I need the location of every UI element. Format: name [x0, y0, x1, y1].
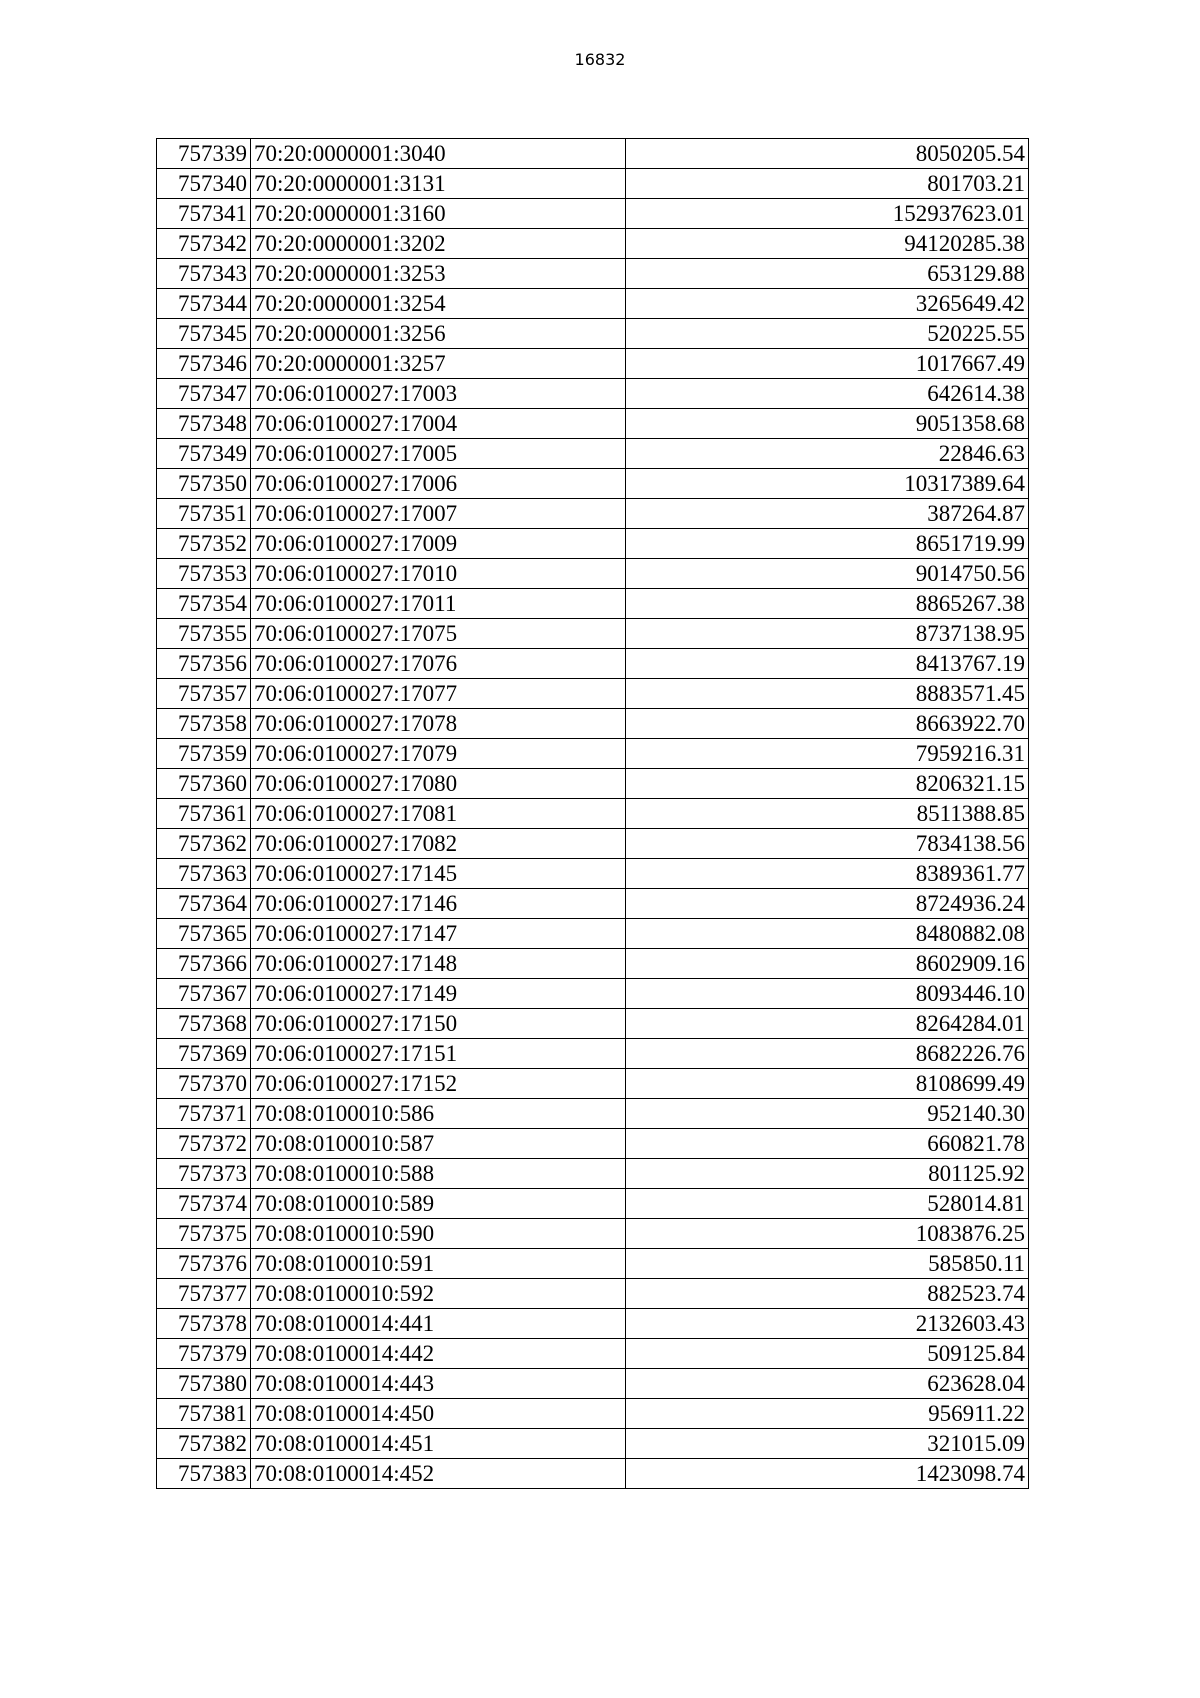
cadastral-number-cell: 70:06:0100027:17145 [251, 859, 626, 889]
cadastral-value-cell: 2132603.43 [626, 1309, 1029, 1339]
cadastral-value-cell: 653129.88 [626, 259, 1029, 289]
row-number-cell: 757339 [157, 139, 251, 169]
table-row [157, 1129, 1029, 1159]
cadastral-value-cell: 10317389.64 [626, 469, 1029, 499]
cadastral-value-cell: 7834138.56 [626, 829, 1029, 859]
row-number-cell: 757352 [157, 529, 251, 559]
row-number-cell: 757374 [157, 1189, 251, 1219]
cadastral-value-cell: 94120285.38 [626, 229, 1029, 259]
cadastral-number-cell: 70:06:0100027:17003 [251, 379, 626, 409]
row-number-cell: 757355 [157, 619, 251, 649]
cadastral-number-cell: 70:06:0100027:17152 [251, 1069, 626, 1099]
table-row [157, 469, 1029, 499]
row-number-cell: 757382 [157, 1429, 251, 1459]
cadastral-number-cell: 70:08:0100010:586 [251, 1099, 626, 1129]
cadastral-value-cell: 801703.21 [626, 169, 1029, 199]
table-row [157, 949, 1029, 979]
table-row [157, 1249, 1029, 1279]
cadastral-value-cell: 585850.11 [626, 1249, 1029, 1279]
table-row [157, 1399, 1029, 1429]
table-row [157, 229, 1029, 259]
cadastral-value-cell: 8651719.99 [626, 529, 1029, 559]
table-row [157, 1459, 1029, 1489]
cadastral-value-cell: 8413767.19 [626, 649, 1029, 679]
cadastral-number-cell: 70:08:0100014:442 [251, 1339, 626, 1369]
row-number-cell: 757383 [157, 1459, 251, 1489]
cadastral-value-cell: 22846.63 [626, 439, 1029, 469]
page-number: 16832 [574, 50, 626, 69]
cadastral-value-cell: 9051358.68 [626, 409, 1029, 439]
cadastral-value-cell: 152937623.01 [626, 199, 1029, 229]
table-row [157, 889, 1029, 919]
row-number-cell: 757365 [157, 919, 251, 949]
table-row [157, 319, 1029, 349]
table-body [157, 139, 1029, 1489]
table-row [157, 1279, 1029, 1309]
cadastral-number-cell: 70:06:0100027:17004 [251, 409, 626, 439]
table-row [157, 1189, 1029, 1219]
table-row [157, 649, 1029, 679]
table-row [157, 1159, 1029, 1189]
cadastral-number-cell: 70:20:0000001:3040 [251, 139, 626, 169]
cadastral-number-cell: 70:06:0100027:17081 [251, 799, 626, 829]
row-number-cell: 757343 [157, 259, 251, 289]
cadastral-value-cell: 956911.22 [626, 1399, 1029, 1429]
cadastral-number-cell: 70:06:0100027:17010 [251, 559, 626, 589]
cadastral-number-cell: 70:08:0100010:590 [251, 1219, 626, 1249]
cadastral-number-cell: 70:20:0000001:3160 [251, 199, 626, 229]
row-number-cell: 757342 [157, 229, 251, 259]
cadastral-number-cell: 70:06:0100027:17151 [251, 1039, 626, 1069]
row-number-cell: 757358 [157, 709, 251, 739]
cadastral-number-cell: 70:08:0100014:443 [251, 1369, 626, 1399]
cadastral-number-cell: 70:06:0100027:17011 [251, 589, 626, 619]
cadastral-value-cell: 8093446.10 [626, 979, 1029, 1009]
cadastral-value-cell: 1423098.74 [626, 1459, 1029, 1489]
table-row [157, 259, 1029, 289]
cadastral-value-cell: 8511388.85 [626, 799, 1029, 829]
row-number-cell: 757350 [157, 469, 251, 499]
row-number-cell: 757359 [157, 739, 251, 769]
row-number-cell: 757354 [157, 589, 251, 619]
table-row [157, 679, 1029, 709]
table-row [157, 799, 1029, 829]
cadastral-number-cell: 70:08:0100010:592 [251, 1279, 626, 1309]
row-number-cell: 757372 [157, 1129, 251, 1159]
row-number-cell: 757364 [157, 889, 251, 919]
row-number-cell: 757362 [157, 829, 251, 859]
cadastral-value-cell: 509125.84 [626, 1339, 1029, 1369]
cadastral-number-cell: 70:20:0000001:3257 [251, 349, 626, 379]
row-number-cell: 757363 [157, 859, 251, 889]
row-number-cell: 757348 [157, 409, 251, 439]
table-row [157, 919, 1029, 949]
row-number-cell: 757369 [157, 1039, 251, 1069]
cadastral-value-cell: 9014750.56 [626, 559, 1029, 589]
cadastral-value-cell: 8663922.70 [626, 709, 1029, 739]
cadastral-number-cell: 70:08:0100010:587 [251, 1129, 626, 1159]
cadastral-value-cell: 660821.78 [626, 1129, 1029, 1159]
table-row [157, 1009, 1029, 1039]
table-row [157, 769, 1029, 799]
row-number-cell: 757356 [157, 649, 251, 679]
table-row [157, 739, 1029, 769]
cadastral-number-cell: 70:08:0100014:450 [251, 1399, 626, 1429]
cadastral-number-cell: 70:06:0100027:17007 [251, 499, 626, 529]
table-row [157, 499, 1029, 529]
cadastral-number-cell: 70:06:0100027:17006 [251, 469, 626, 499]
row-number-cell: 757340 [157, 169, 251, 199]
row-number-cell: 757368 [157, 1009, 251, 1039]
cadastral-number-cell: 70:20:0000001:3202 [251, 229, 626, 259]
cadastral-number-cell: 70:20:0000001:3254 [251, 289, 626, 319]
table-row [157, 589, 1029, 619]
cadastral-value-cell: 801125.92 [626, 1159, 1029, 1189]
table-row [157, 439, 1029, 469]
cadastral-value-cell: 8480882.08 [626, 919, 1029, 949]
cadastral-number-cell: 70:08:0100010:591 [251, 1249, 626, 1279]
table-row [157, 1219, 1029, 1249]
cadastral-number-cell: 70:06:0100027:17005 [251, 439, 626, 469]
row-number-cell: 757345 [157, 319, 251, 349]
table-row [157, 349, 1029, 379]
table-row [157, 289, 1029, 319]
row-number-cell: 757371 [157, 1099, 251, 1129]
cadastral-number-cell: 70:08:0100014:451 [251, 1429, 626, 1459]
cadastral-number-cell: 70:06:0100027:17150 [251, 1009, 626, 1039]
cadastral-value-cell: 3265649.42 [626, 289, 1029, 319]
row-number-cell: 757349 [157, 439, 251, 469]
table-row [157, 709, 1029, 739]
cadastral-value-cell: 387264.87 [626, 499, 1029, 529]
row-number-cell: 757346 [157, 349, 251, 379]
cadastral-number-cell: 70:06:0100027:17009 [251, 529, 626, 559]
cadastral-number-cell: 70:06:0100027:17148 [251, 949, 626, 979]
cadastral-value-cell: 8865267.38 [626, 589, 1029, 619]
cadastral-value-cell: 8108699.49 [626, 1069, 1029, 1099]
row-number-cell: 757379 [157, 1339, 251, 1369]
table-row [157, 619, 1029, 649]
row-number-cell: 757351 [157, 499, 251, 529]
cadastral-value-cell: 8724936.24 [626, 889, 1029, 919]
table-row [157, 979, 1029, 1009]
cadastral-value-cell: 8050205.54 [626, 139, 1029, 169]
cadastral-number-cell: 70:20:0000001:3253 [251, 259, 626, 289]
cadastral-value-cell: 952140.30 [626, 1099, 1029, 1129]
cadastral-value-cell: 8883571.45 [626, 679, 1029, 709]
row-number-cell: 757361 [157, 799, 251, 829]
table-row [157, 199, 1029, 229]
table-row [157, 1069, 1029, 1099]
cadastral-number-cell: 70:06:0100027:17082 [251, 829, 626, 859]
row-number-cell: 757376 [157, 1249, 251, 1279]
row-number-cell: 757344 [157, 289, 251, 319]
cadastral-number-cell: 70:06:0100027:17075 [251, 619, 626, 649]
row-number-cell: 757357 [157, 679, 251, 709]
table-row [157, 559, 1029, 589]
row-number-cell: 757366 [157, 949, 251, 979]
table-row [157, 1099, 1029, 1129]
cadastral-value-cell: 882523.74 [626, 1279, 1029, 1309]
row-number-cell: 757367 [157, 979, 251, 1009]
table-row [157, 379, 1029, 409]
cadastral-value-table [156, 138, 1029, 1489]
cadastral-value-cell: 7959216.31 [626, 739, 1029, 769]
table-row [157, 1339, 1029, 1369]
cadastral-number-cell: 70:08:0100010:589 [251, 1189, 626, 1219]
table-row [157, 409, 1029, 439]
cadastral-number-cell: 70:06:0100027:17080 [251, 769, 626, 799]
cadastral-number-cell: 70:06:0100027:17147 [251, 919, 626, 949]
cadastral-number-cell: 70:06:0100027:17076 [251, 649, 626, 679]
row-number-cell: 757375 [157, 1219, 251, 1249]
cadastral-number-cell: 70:08:0100010:588 [251, 1159, 626, 1189]
table-row [157, 1429, 1029, 1459]
table-row [157, 139, 1029, 169]
cadastral-number-cell: 70:06:0100027:17077 [251, 679, 626, 709]
cadastral-value-cell: 8602909.16 [626, 949, 1029, 979]
table-row [157, 1369, 1029, 1399]
table-row [157, 1039, 1029, 1069]
cadastral-number-cell: 70:06:0100027:17149 [251, 979, 626, 1009]
cadastral-number-cell: 70:08:0100014:452 [251, 1459, 626, 1489]
table-row [157, 169, 1029, 199]
cadastral-number-cell: 70:06:0100027:17078 [251, 709, 626, 739]
cadastral-number-cell: 70:06:0100027:17079 [251, 739, 626, 769]
cadastral-value-cell: 8206321.15 [626, 769, 1029, 799]
cadastral-value-cell: 8682226.76 [626, 1039, 1029, 1069]
row-number-cell: 757380 [157, 1369, 251, 1399]
cadastral-value-cell: 8264284.01 [626, 1009, 1029, 1039]
cadastral-number-cell: 70:20:0000001:3131 [251, 169, 626, 199]
cadastral-number-cell: 70:20:0000001:3256 [251, 319, 626, 349]
table-row [157, 859, 1029, 889]
cadastral-value-cell: 321015.09 [626, 1429, 1029, 1459]
row-number-cell: 757347 [157, 379, 251, 409]
row-number-cell: 757370 [157, 1069, 251, 1099]
cadastral-value-cell: 1083876.25 [626, 1219, 1029, 1249]
table-row [157, 529, 1029, 559]
row-number-cell: 757373 [157, 1159, 251, 1189]
cadastral-number-cell: 70:08:0100014:441 [251, 1309, 626, 1339]
cadastral-value-cell: 642614.38 [626, 379, 1029, 409]
cadastral-value-cell: 520225.55 [626, 319, 1029, 349]
table-row [157, 829, 1029, 859]
table-row [157, 1309, 1029, 1339]
cadastral-value-cell: 623628.04 [626, 1369, 1029, 1399]
row-number-cell: 757360 [157, 769, 251, 799]
row-number-cell: 757378 [157, 1309, 251, 1339]
cadastral-value-cell: 8389361.77 [626, 859, 1029, 889]
row-number-cell: 757377 [157, 1279, 251, 1309]
cadastral-number-cell: 70:06:0100027:17146 [251, 889, 626, 919]
row-number-cell: 757353 [157, 559, 251, 589]
cadastral-value-cell: 1017667.49 [626, 349, 1029, 379]
row-number-cell: 757381 [157, 1399, 251, 1429]
cadastral-value-cell: 528014.81 [626, 1189, 1029, 1219]
row-number-cell: 757341 [157, 199, 251, 229]
cadastral-value-cell: 8737138.95 [626, 619, 1029, 649]
